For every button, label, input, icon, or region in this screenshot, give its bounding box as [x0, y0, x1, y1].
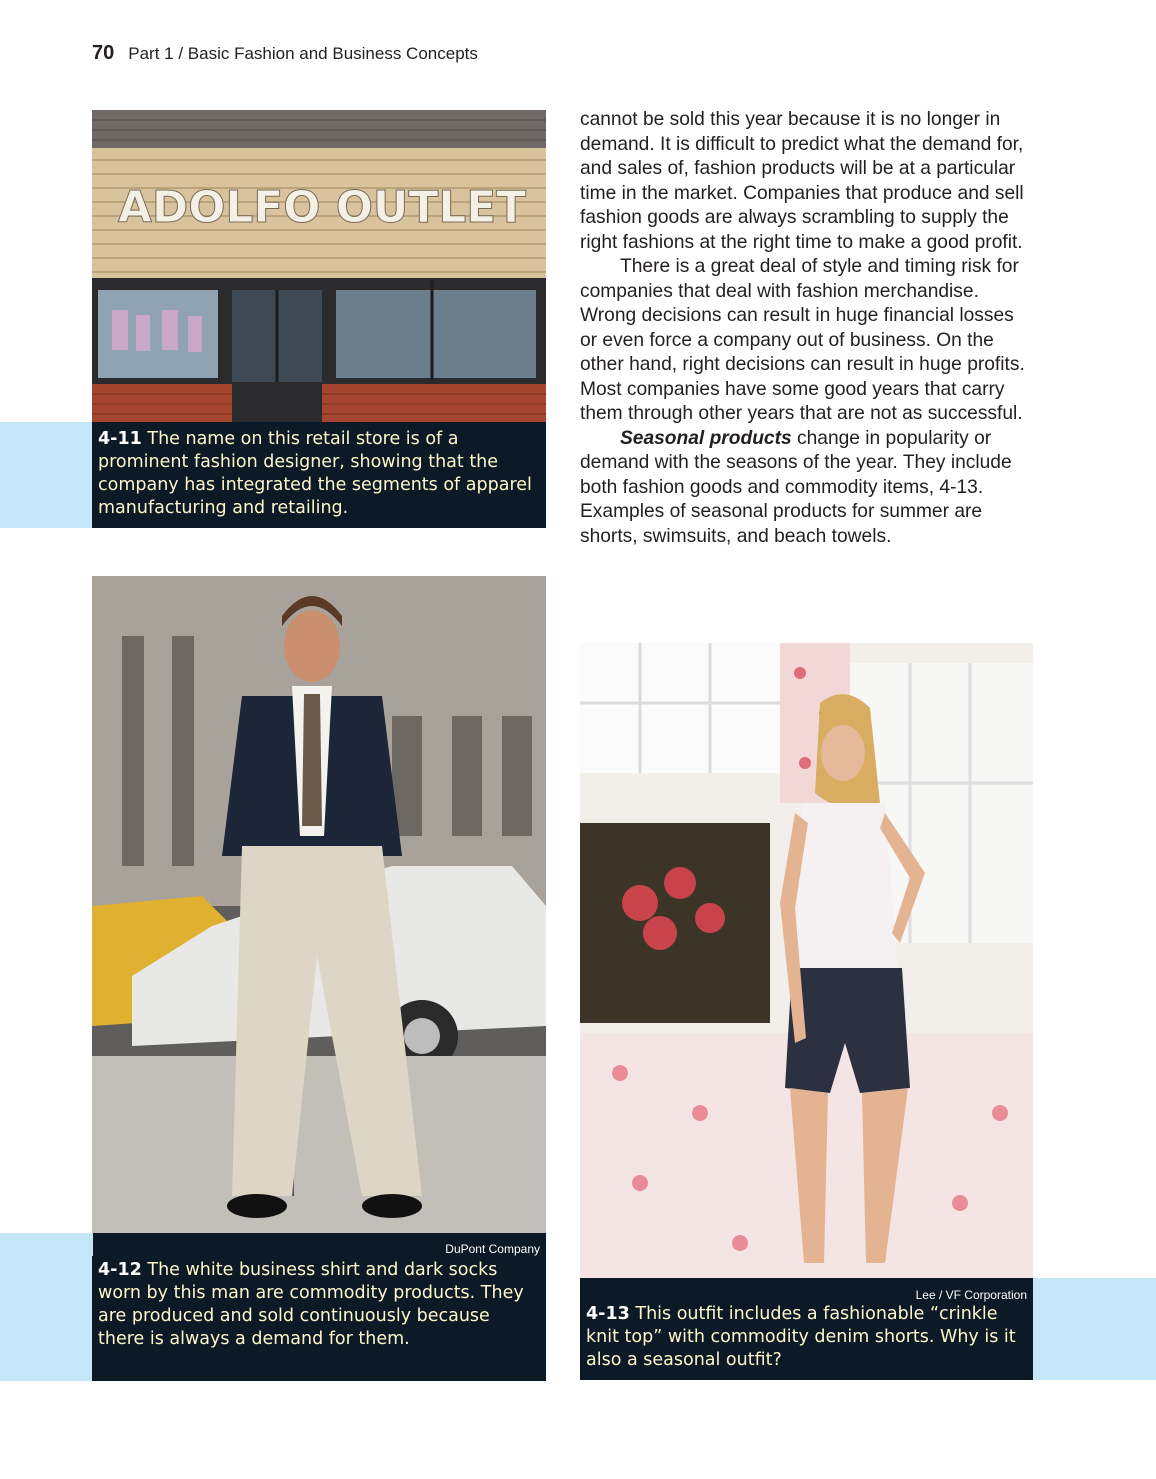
- paragraph-3: [580, 427, 1036, 550]
- page-number: 70: [92, 42, 115, 64]
- figure-4-11-photo: [92, 110, 546, 422]
- body-text: [580, 108, 1036, 549]
- figure-4-12-photo: [92, 576, 546, 1233]
- figure-number: 4-12: [98, 1260, 142, 1280]
- businessman-image: [92, 576, 546, 1233]
- figure-number: 4-13: [586, 1304, 630, 1324]
- figure-number: 4-11: [98, 429, 142, 449]
- key-term-seasonal-products: Seasonal products: [620, 427, 792, 449]
- figure-4-11-caption: [92, 422, 546, 528]
- caption-band-4-11: [0, 422, 93, 528]
- figure-4-13-photo: [580, 643, 1033, 1278]
- paragraph-1: cannot be sold this year because it is no longer in demand. It is difficult to predict what the demand for, and sales of, fashion products will be at a particular time in the market. Companies that produce and sell fashion goods are always scrambling to supply the right fashions at the right time to make a good profit.: [580, 109, 1024, 253]
- running-header: [92, 42, 478, 65]
- paragraph-2: There is a great deal of style and timing risk for companies that deal with fashion merchandise. Wrong decisions can result in huge financial losses or even force a company out of business. On the other hand, right decisions can result in huge profits. Most companies have some good years that carry them through other years that are not as successful.: [580, 256, 1025, 424]
- caption-band-4-12: [0, 1233, 93, 1381]
- paragraph-3-text: change in popularity or demand with the seasons of the year. They include both fashion goods and commodity items, 4-13. Examples of seasonal products for summer are shorts, swimsuits, and beach towels.: [580, 427, 1012, 547]
- running-head-title: Part 1 / Basic Fashion and Business Concepts: [128, 44, 478, 63]
- caption-text: The name on this retail store is of a prominent fashion designer, showing that the company has integrated the segments of apparel manufacturing and retailing.: [98, 429, 532, 518]
- woman-image: [580, 643, 1033, 1278]
- figure-4-12-caption: [92, 1256, 546, 1381]
- caption-band-4-13: [1032, 1278, 1156, 1380]
- store-sign-text: ADOLFO OUTLET: [118, 182, 526, 233]
- caption-text: This outfit includes a fashionable “crinkle knit top” with commodity denim shorts. Why is it also a seasonal outfit?: [586, 1304, 1016, 1370]
- caption-text: The white business shirt and dark socks worn by this man are commodity products. They are produced and sold continuously because there is always a demand for them.: [98, 1260, 524, 1349]
- figure-4-12-credit: DuPont Company: [445, 1242, 540, 1256]
- figure-4-13-credit: Lee / VF Corporation: [915, 1288, 1027, 1302]
- storefront-image: [92, 110, 546, 422]
